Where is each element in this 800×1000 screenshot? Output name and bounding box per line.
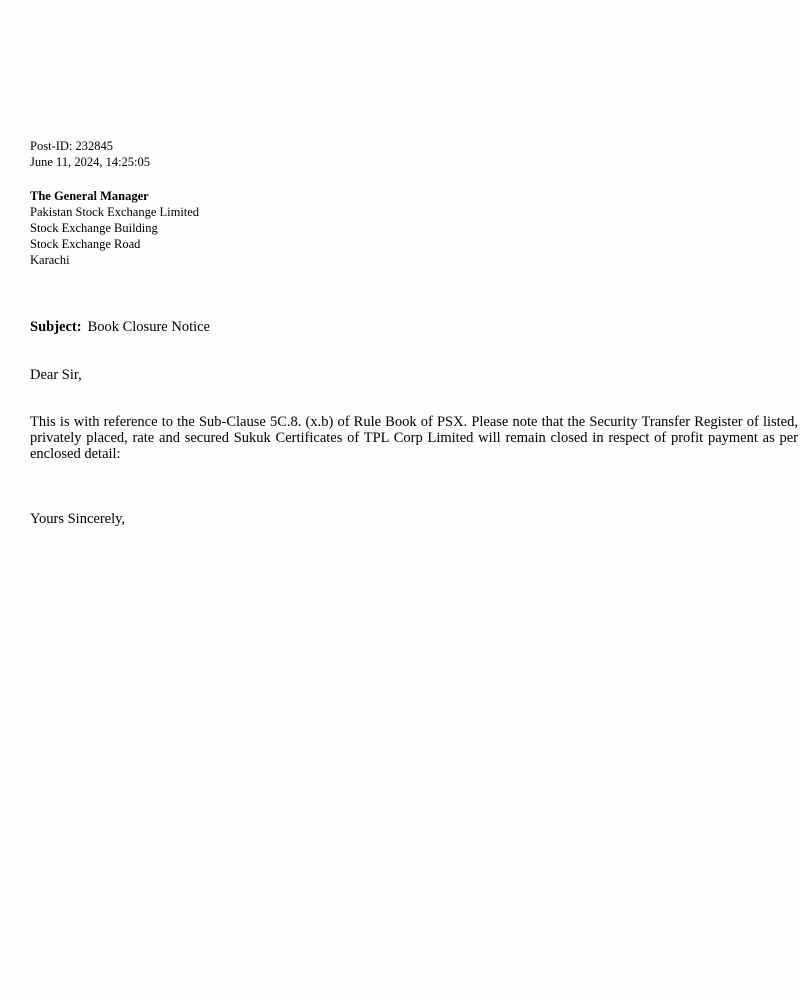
- salutation: Dear Sir,: [30, 367, 82, 383]
- body-paragraph: This is with reference to the Sub-Clause 5C.8. (x.b) of Rule Book of PSX. Please note that the Security Transfer Register of listed, privately placed, rate and secured Sukuk Certificates of TPL Corp Limited will remain closed in respect of profit payment as per enclosed detail:: [30, 414, 798, 462]
- subject-line: [30, 318, 210, 336]
- closing-line: Yours Sincerely,: [30, 511, 126, 527]
- letter-meta: [30, 138, 150, 170]
- subject-text: Book Closure Notice: [87, 319, 210, 335]
- recipient-title: The General Manager: [30, 189, 149, 203]
- recipient-organization: Pakistan Stock Exchange Limited: [30, 205, 200, 219]
- recipient-address: [30, 188, 199, 268]
- recipient-road: Stock Exchange Road: [30, 237, 141, 251]
- post-id: Post-ID: 232845: [30, 139, 113, 153]
- post-datetime: June 11, 2024, 14:25:05: [30, 155, 151, 169]
- recipient-city: Karachi: [30, 253, 70, 267]
- subject-label: Subject:: [30, 319, 82, 335]
- recipient-building: Stock Exchange Building: [30, 221, 158, 235]
